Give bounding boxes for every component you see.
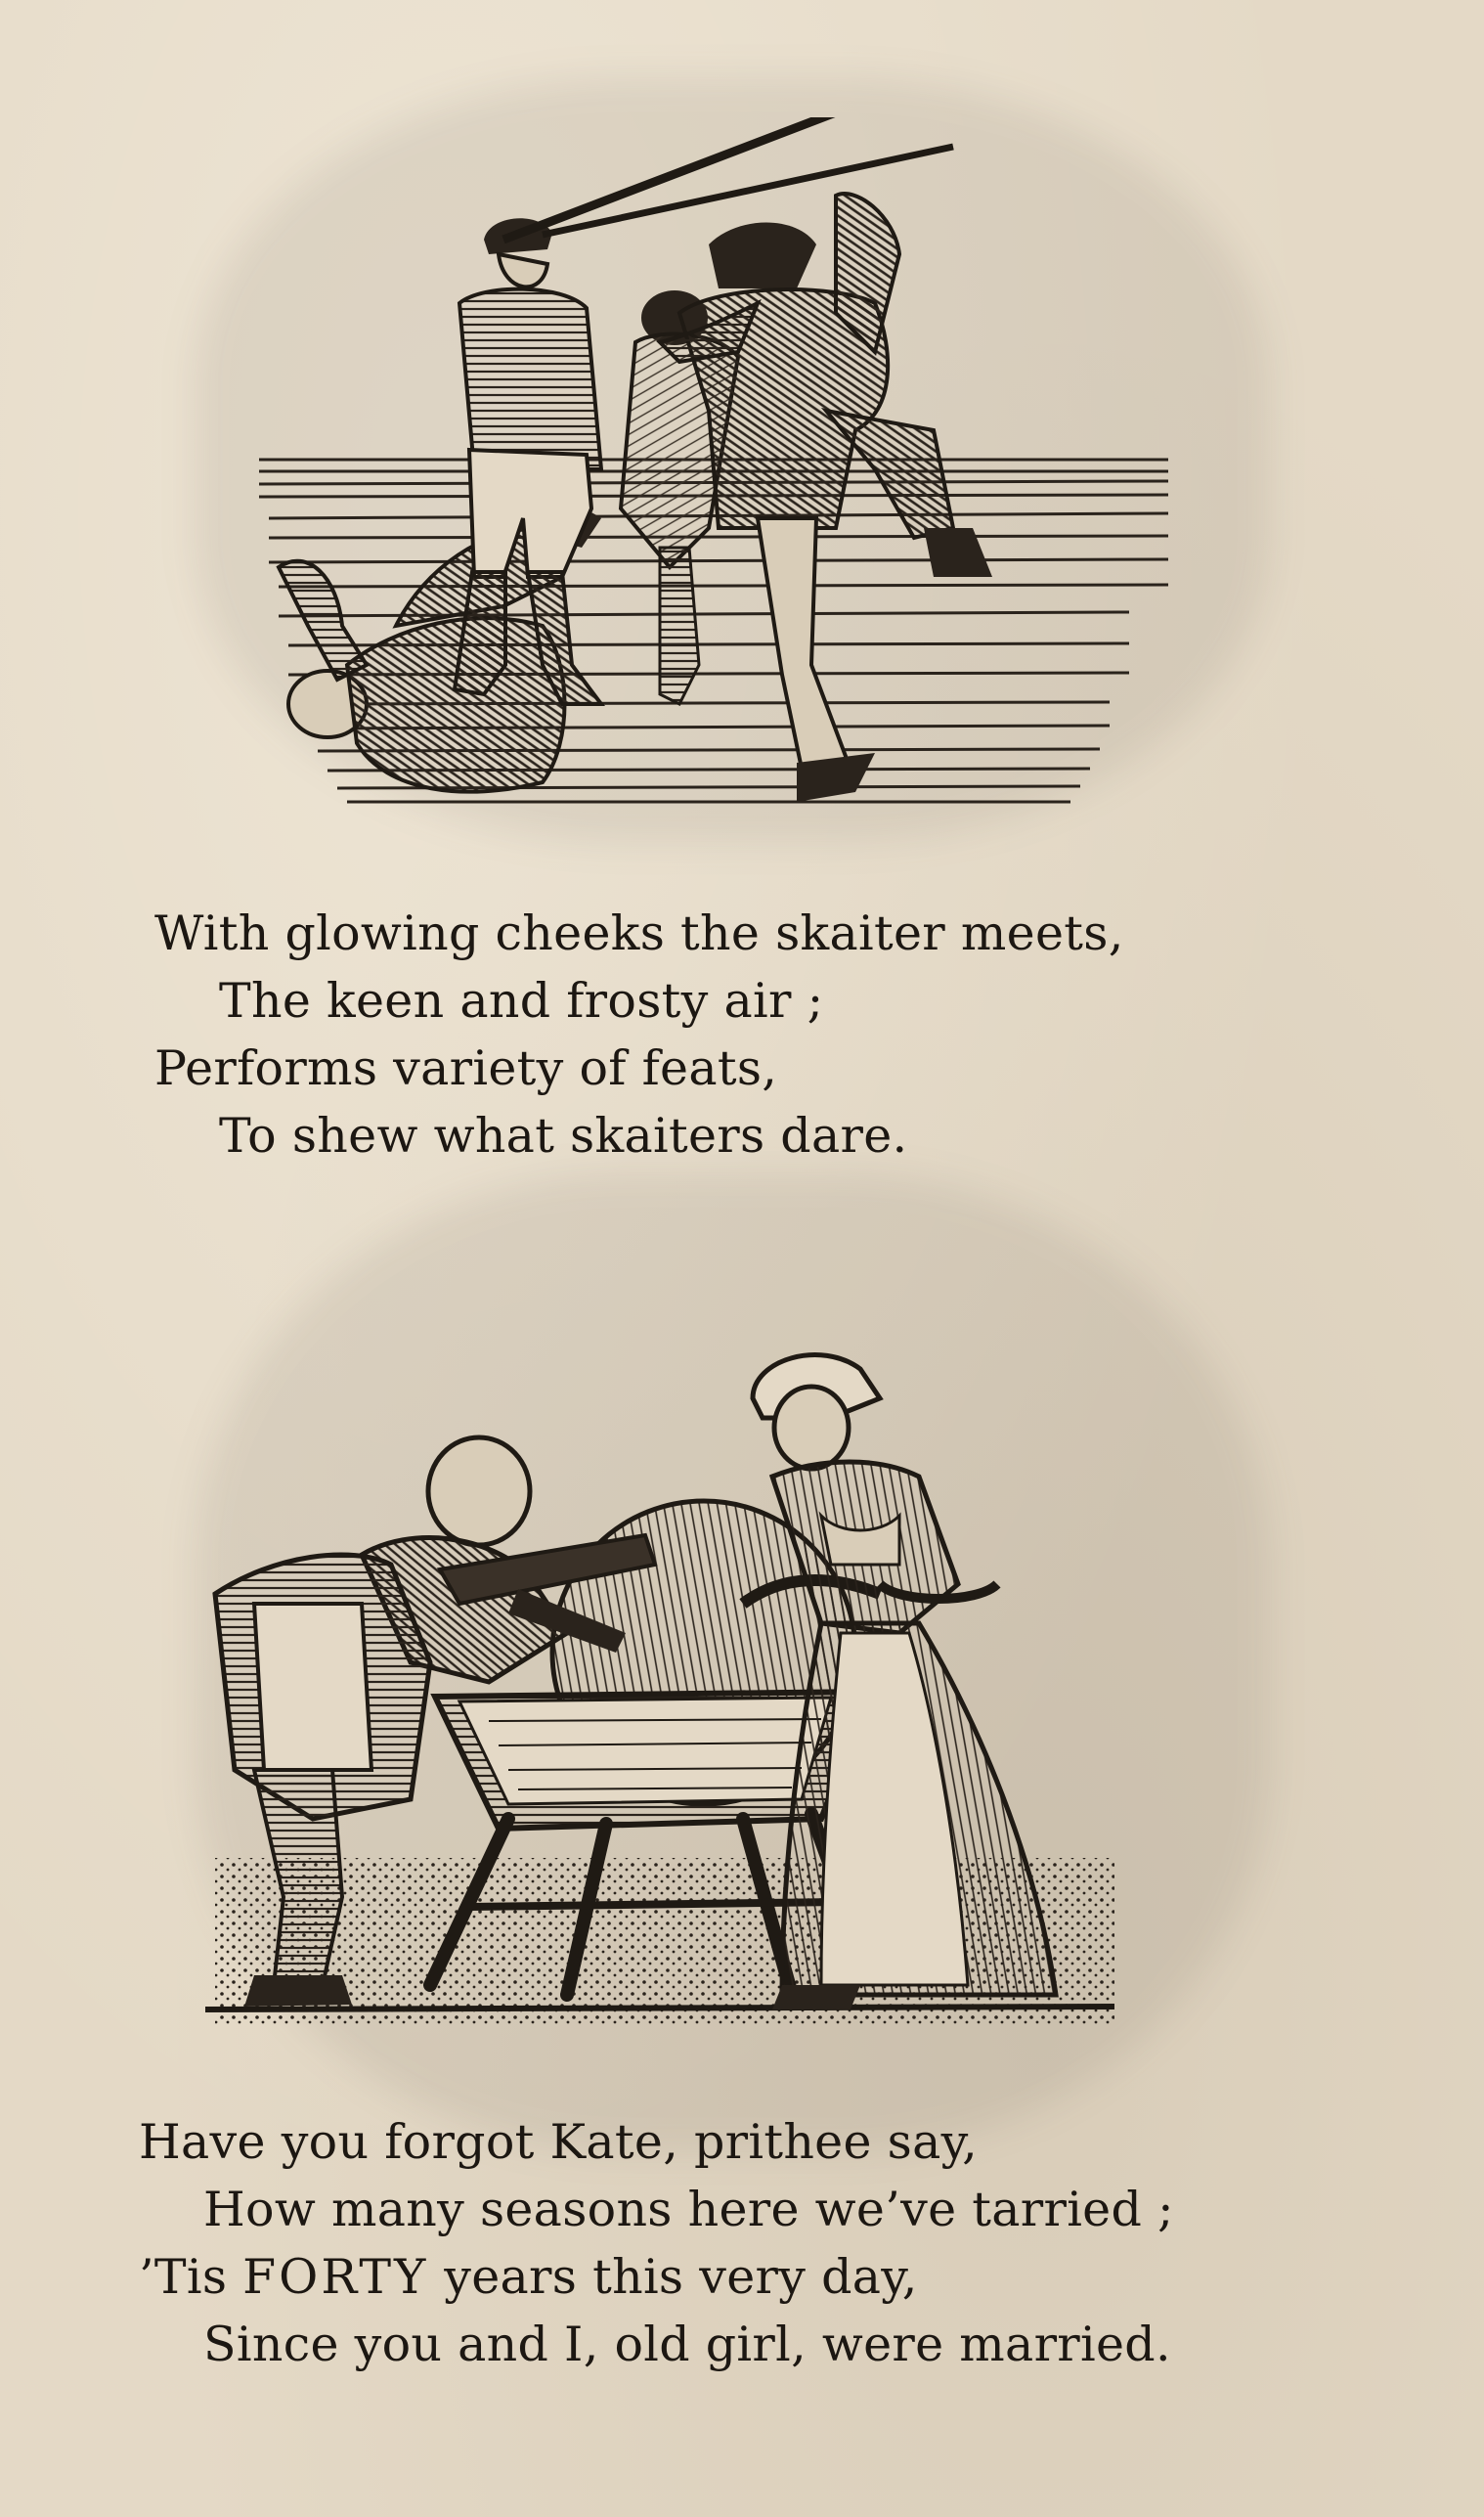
verse-fragment: years this very day, xyxy=(428,2249,918,2305)
verse-line: Have you forgot Kate, prithee say, xyxy=(139,2114,978,2170)
verse-fragment: ’Tis xyxy=(139,2249,243,2305)
verse-line: How many seasons here we’ve tarried ; xyxy=(203,2182,1174,2237)
verse-kate xyxy=(139,2108,1174,2378)
verse-line: The keen and frosty air ; xyxy=(219,973,824,1029)
verse-line: With glowing cheeks the skaiter meets, xyxy=(154,905,1124,961)
grindstone-woodcut xyxy=(196,1310,1134,2053)
verse-line: To shew what skaiters dare. xyxy=(219,1108,908,1164)
verse-line: Since you and I, old girl, were married. xyxy=(203,2317,1171,2372)
verse-skaiter xyxy=(154,900,1124,1170)
verse-line: Performs variety of feats, xyxy=(154,1040,778,1096)
verse-line xyxy=(139,2243,1174,2311)
small-caps-word: FORTY xyxy=(242,2249,429,2305)
skaters-woodcut xyxy=(249,117,1227,861)
